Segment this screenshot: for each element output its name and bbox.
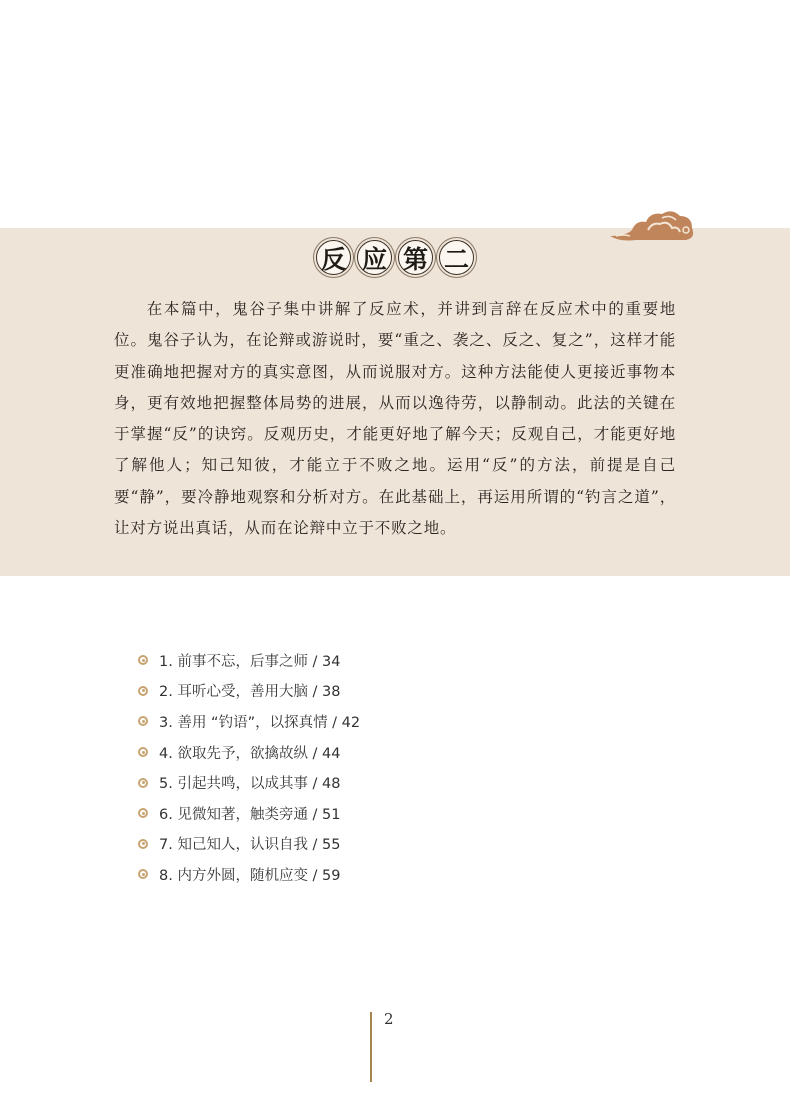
title-char: 应: [357, 240, 392, 275]
toc-item[interactable]: [138, 706, 360, 737]
toc-label: 7. 知己知人，认识自我 / 55: [159, 837, 341, 854]
bullet-icon: [138, 839, 148, 849]
title-char: 第: [398, 240, 433, 275]
page-divider: [370, 1012, 372, 1082]
bullet-icon: [138, 869, 148, 879]
table-of-contents: [138, 645, 360, 890]
bullet-icon: [138, 747, 148, 757]
bullet-icon: [138, 655, 148, 665]
chapter-title: [316, 240, 474, 275]
toc-item[interactable]: [138, 859, 360, 890]
toc-label: 6. 见微知著，触类旁通 / 51: [159, 806, 341, 823]
chapter-intro: [114, 294, 676, 544]
page-number: 2: [384, 1010, 394, 1028]
bullet-icon: [138, 808, 148, 818]
toc-label: 2. 耳听心受，善用大脑 / 38: [159, 684, 341, 701]
toc-label: 4. 欲取先予，欲擒故纵 / 44: [159, 745, 341, 762]
toc-item[interactable]: [138, 645, 360, 676]
toc-item[interactable]: [138, 798, 360, 829]
bullet-icon: [138, 686, 148, 696]
toc-label: 5. 引起共鸣，以成其事 / 48: [159, 776, 341, 793]
toc-label: 1. 前事不忘，后事之师 / 34: [159, 653, 341, 670]
toc-label: 8. 内方外圆，随机应变 / 59: [159, 867, 341, 884]
intro-text: 在本篇中，鬼谷子集中讲解了反应术，并讲到言辞在反应术中的重要地位。鬼谷子认为，在论辩或游说时，要“重之、袭之、反之、复之”，这样才能更准确地把握对方的真实意图，从而说服对方。这种方法能使人更接近事物本身，更有效地把握整体局势的进展，从而以逸待劳，以静制动。此法的关键在于掌握“反”的诀窍。反观历史，才能更好地了解今天；反观自己，才能更好地了解他人；知己知彼，才能立于不败之地。运用“反”的方法，前提是自己要“静”，要冷静地观察和分析对方。在此基础上，再运用所谓的“钓言之道”，让对方说出真话，从而在论辩中立于不败之地。: [114, 300, 676, 538]
toc-label: 3. 善用 “钓语”，以探真情 / 42: [159, 714, 361, 731]
toc-item[interactable]: [138, 737, 360, 768]
toc-item[interactable]: [138, 767, 360, 798]
toc-item[interactable]: [138, 676, 360, 707]
bullet-icon: [138, 716, 148, 726]
toc-item[interactable]: [138, 829, 360, 860]
title-char: 二: [439, 240, 474, 275]
title-char: 反: [316, 240, 351, 275]
bullet-icon: [138, 778, 148, 788]
